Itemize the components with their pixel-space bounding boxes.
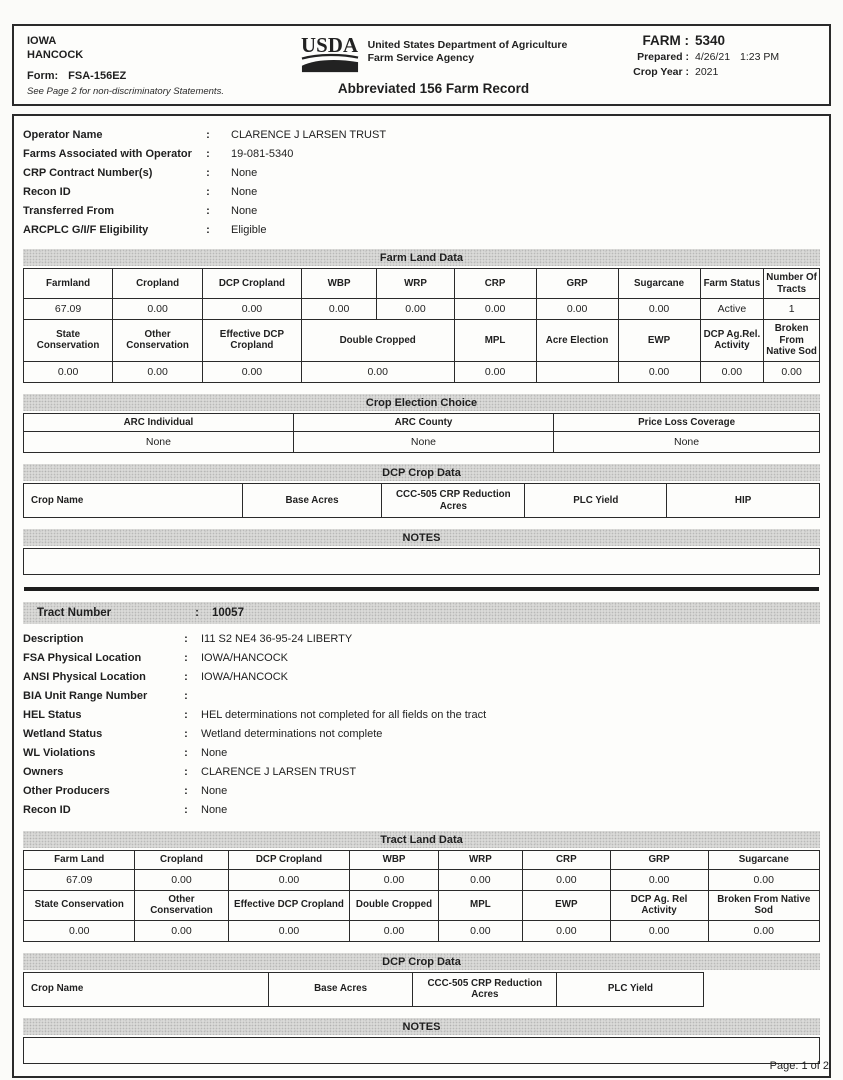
colon: :	[184, 766, 188, 778]
document-header	[12, 24, 831, 106]
field-value: None	[231, 205, 258, 217]
field-label: ARCPLC G/I/F Eligibility	[23, 224, 149, 236]
tract-number-band	[23, 602, 820, 624]
crop-year-value: 2021	[695, 66, 719, 78]
col-header: Double Cropped	[350, 890, 438, 920]
col-header: PLC Yield	[525, 484, 667, 518]
colon: :	[184, 785, 188, 797]
col-header: Base Acres	[242, 484, 381, 518]
hel-status-row	[23, 706, 820, 725]
value-cell	[536, 361, 618, 382]
field-value: CLARENCE J LARSEN TRUST	[201, 766, 357, 778]
col-header: ARC Individual	[24, 413, 294, 432]
col-header: MPL	[454, 320, 536, 362]
value-cell: 0.00	[203, 299, 302, 320]
colon: :	[206, 224, 210, 236]
col-header: Crop Name	[24, 484, 243, 518]
state-name: IOWA	[27, 35, 57, 47]
colon: :	[184, 709, 188, 721]
col-header: GRP	[610, 851, 708, 870]
farm-land-data-title: Farm Land Data	[23, 249, 820, 266]
col-header: WRP	[438, 851, 522, 870]
colon: :	[206, 186, 210, 198]
col-header: Farm Status	[700, 269, 764, 299]
usda-logo-icon	[300, 35, 360, 78]
farms-associated-row	[23, 145, 820, 164]
tract-land-header-row-1	[24, 851, 820, 870]
field-label: Recon ID	[23, 186, 71, 198]
crop-election-value-row	[24, 432, 820, 453]
col-header: Effective DCP Cropland	[203, 320, 302, 362]
field-value: None	[201, 785, 228, 797]
field-value: None	[231, 167, 258, 179]
value-cell: 0.00	[24, 920, 135, 941]
col-header: Cropland	[113, 269, 203, 299]
col-header: Farm Land	[24, 851, 135, 870]
field-label: Recon ID	[23, 804, 71, 816]
col-header: Base Acres	[268, 972, 412, 1006]
colon: :	[184, 804, 188, 816]
value-cell: 0.00	[24, 361, 113, 382]
value-cell: 0.00	[113, 299, 203, 320]
col-header: State Conservation	[24, 320, 113, 362]
form-value: FSA-156EZ	[68, 70, 127, 82]
prepared-time: 1:23 PM	[740, 51, 780, 63]
value-cell: 0.00	[350, 869, 438, 890]
tract-number-value: 10057	[212, 607, 244, 619]
colon: :	[206, 129, 210, 141]
col-header: HIP	[667, 484, 820, 518]
value-cell: 0.00	[301, 361, 454, 382]
header-right-block	[601, 26, 829, 104]
value-cell: 0.00	[618, 299, 700, 320]
col-header: Farmland	[24, 269, 113, 299]
dcp-crop-farm-header-row	[24, 484, 820, 518]
field-value: None	[231, 186, 258, 198]
field-label: ANSI Physical Location	[23, 671, 146, 683]
col-header: DCP Cropland	[203, 269, 302, 299]
crop-election-title: Crop Election Choice	[23, 394, 820, 411]
header-left-block	[14, 26, 266, 104]
value-cell: 0.00	[523, 920, 611, 941]
transferred-from-row	[23, 202, 820, 221]
colon: :	[184, 633, 188, 645]
form-label: Form:	[27, 70, 59, 82]
col-header: CCC-505 CRP Reduction Acres	[413, 972, 557, 1006]
tract-land-header-row-2	[24, 890, 820, 920]
notes-farm-title: NOTES	[23, 529, 820, 546]
value-cell: 0.00	[523, 869, 611, 890]
page-number: Page: 1 of 2	[769, 1060, 829, 1072]
value-cell: 0.00	[708, 920, 819, 941]
value-cell: 0.00	[228, 869, 350, 890]
col-header: Sugarcane	[708, 851, 819, 870]
nondiscrimination-note: See Page 2 for non-discriminatory Statements.	[27, 86, 224, 97]
value-cell: 0.00	[113, 361, 203, 382]
field-label: CRP Contract Number(s)	[23, 167, 153, 179]
colon: :	[195, 607, 199, 619]
colon: :	[184, 690, 188, 702]
dcp-crop-data-tract-table	[23, 972, 704, 1007]
crop-election-header-row	[24, 413, 820, 432]
document-title: Abbreviated 156 Farm Record	[337, 81, 530, 96]
col-header: Sugarcane	[618, 269, 700, 299]
farm-land-value-row-1	[24, 299, 820, 320]
field-value: CLARENCE J LARSEN TRUST	[231, 129, 387, 141]
header-center-block	[266, 26, 601, 104]
field-label: Transferred From	[23, 205, 115, 217]
ansi-location-row	[23, 668, 820, 687]
crop-election-table	[23, 413, 820, 454]
value-cell: Active	[700, 299, 764, 320]
notes-farm-box	[23, 548, 820, 575]
col-header: Price Loss Coverage	[554, 413, 820, 432]
field-label: HEL Status	[23, 709, 82, 721]
col-header: GRP	[536, 269, 618, 299]
col-header: CRP	[523, 851, 611, 870]
field-label: Farms Associated with Operator	[23, 148, 192, 160]
tract-land-data-title: Tract Land Data	[23, 831, 820, 848]
farm-land-header-row-2	[24, 320, 820, 362]
col-header: Cropland	[135, 851, 228, 870]
col-header: WBP	[301, 269, 377, 299]
crp-contract-row	[23, 164, 820, 183]
value-cell: 0.00	[536, 299, 618, 320]
col-header: EWP	[618, 320, 700, 362]
colon: :	[184, 728, 188, 740]
form-number-line	[27, 70, 266, 82]
tract-info-section	[23, 630, 820, 820]
farm-record-body	[12, 114, 831, 1078]
col-header: MPL	[438, 890, 522, 920]
colon: :	[206, 148, 210, 160]
col-header: Acre Election	[536, 320, 618, 362]
col-header: State Conservation	[24, 890, 135, 920]
value-cell: None	[293, 432, 553, 453]
dcp-crop-data-farm-title: DCP Crop Data	[23, 464, 820, 481]
value-cell: 0.00	[350, 920, 438, 941]
field-label: BIA Unit Range Number	[23, 690, 148, 702]
tract-number-label: Tract Number	[37, 607, 112, 619]
field-value: IOWA/HANCOCK	[201, 671, 288, 683]
wetland-status-row	[23, 725, 820, 744]
tract-land-value-row-1	[24, 869, 820, 890]
colon: :	[184, 671, 188, 683]
farm-land-value-row-2	[24, 361, 820, 382]
value-cell: 67.09	[24, 299, 113, 320]
col-header: PLC Yield	[557, 972, 704, 1006]
value-cell: 0.00	[454, 299, 536, 320]
colon: :	[206, 205, 210, 217]
value-cell: 0.00	[203, 361, 302, 382]
value-cell: 67.09	[24, 869, 135, 890]
field-label: WL Violations	[23, 747, 96, 759]
value-cell: 0.00	[700, 361, 764, 382]
value-cell: 0.00	[764, 361, 820, 382]
field-value: Eligible	[231, 224, 267, 236]
agency-name-line2: Farm Service Agency	[367, 52, 475, 64]
prepared-date: 4/26/21	[695, 51, 731, 63]
col-header: EWP	[523, 890, 611, 920]
svg-text:USDA: USDA	[300, 35, 358, 58]
col-header: CCC-505 CRP Reduction Acres	[382, 484, 525, 518]
value-cell: 1	[764, 299, 820, 320]
value-cell: None	[24, 432, 294, 453]
agency-name-line1: United States Department of Agriculture	[367, 39, 568, 51]
field-value: IOWA/HANCOCK	[201, 652, 288, 664]
bia-unit-range-row	[23, 687, 820, 706]
tract-land-data-table	[23, 850, 820, 942]
county-name: HANCOCK	[27, 49, 84, 61]
value-cell: 0.00	[377, 299, 454, 320]
value-cell: 0.00	[135, 869, 228, 890]
col-header: Effective DCP Cropland	[228, 890, 350, 920]
value-cell: 0.00	[708, 869, 819, 890]
col-header: WRP	[377, 269, 454, 299]
col-header: DCP Ag.Rel. Activity	[700, 320, 764, 362]
field-label: Other Producers	[23, 785, 110, 797]
dcp-crop-data-tract-title: DCP Crop Data	[23, 953, 820, 970]
prepared-label: Prepared :	[637, 51, 689, 63]
other-producers-row	[23, 782, 820, 801]
col-header: Broken From Native Sod	[708, 890, 819, 920]
col-header: Crop Name	[24, 972, 269, 1006]
arcplc-eligibility-row	[23, 221, 820, 240]
col-header: Other Conservation	[135, 890, 228, 920]
notes-tract-title: NOTES	[23, 1018, 820, 1035]
field-label: Description	[23, 633, 84, 645]
col-header: CRP	[454, 269, 536, 299]
notes-tract-box	[23, 1037, 820, 1064]
value-cell: 0.00	[228, 920, 350, 941]
field-label: Wetland Status	[23, 728, 103, 740]
field-value: I11 S2 NE4 36-95-24 LIBERTY	[201, 633, 353, 645]
farm-land-header-row-1	[24, 269, 820, 299]
operator-name-row	[23, 126, 820, 145]
col-header: Other Conservation	[113, 320, 203, 362]
crop-year-label: Crop Year :	[633, 66, 689, 78]
farm-label: FARM :	[642, 33, 689, 48]
prepared-value	[695, 51, 829, 63]
operator-info-section	[23, 126, 820, 240]
col-header: DCP Cropland	[228, 851, 350, 870]
field-value: HEL determinations not completed for all fields on the tract	[201, 709, 487, 721]
col-header: Number Of Tracts	[764, 269, 820, 299]
dcp-crop-tract-header-row	[24, 972, 704, 1006]
value-cell: 0.00	[301, 299, 377, 320]
field-value: Wetland determinations not complete	[201, 728, 383, 740]
col-header: WBP	[350, 851, 438, 870]
farm-number: 5340	[695, 33, 726, 48]
fsa-location-row	[23, 649, 820, 668]
col-header: DCP Ag. Rel Activity	[610, 890, 708, 920]
value-cell: 0.00	[135, 920, 228, 941]
value-cell: 0.00	[610, 920, 708, 941]
colon: :	[206, 167, 210, 179]
value-cell: 0.00	[438, 920, 522, 941]
dcp-crop-data-farm-table	[23, 483, 820, 518]
field-value: None	[201, 804, 228, 816]
value-cell: 0.00	[438, 869, 522, 890]
farm-land-data-table	[23, 268, 820, 383]
colon: :	[184, 747, 188, 759]
value-cell: None	[554, 432, 820, 453]
col-header: ARC County	[293, 413, 553, 432]
colon: :	[184, 652, 188, 664]
value-cell: 0.00	[610, 869, 708, 890]
col-header: Double Cropped	[301, 320, 454, 362]
tract-land-value-row-2	[24, 920, 820, 941]
field-label: Operator Name	[23, 129, 103, 141]
col-header: Broken From Native Sod	[764, 320, 820, 362]
wl-violations-row	[23, 744, 820, 763]
field-value: None	[201, 747, 228, 759]
field-label: Owners	[23, 766, 64, 778]
value-cell: 0.00	[618, 361, 700, 382]
field-label: FSA Physical Location	[23, 652, 142, 664]
field-value: 19-081-5340	[231, 148, 294, 160]
farm-tract-divider	[24, 587, 819, 591]
recon-id-row	[23, 183, 820, 202]
owners-row	[23, 763, 820, 782]
tract-description-row	[23, 630, 820, 649]
tract-recon-id-row	[23, 801, 820, 820]
value-cell: 0.00	[454, 361, 536, 382]
